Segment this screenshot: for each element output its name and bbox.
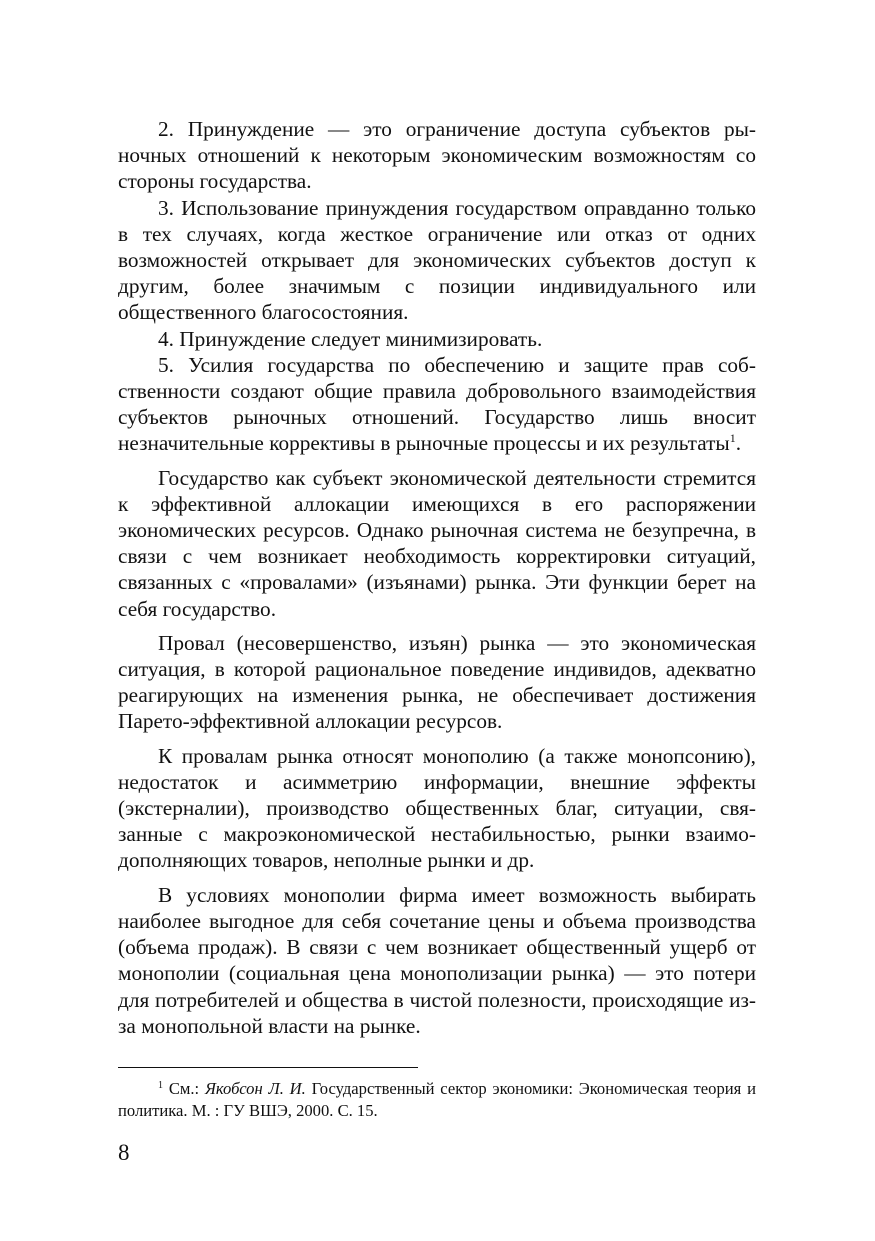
footnote-marker: 1 [158, 1080, 163, 1091]
paragraph-item-4: 4. Принуждение следует минимизировать. [158, 326, 543, 351]
paragraph-state-subject: Государство как субъект экономической деятельности стремится к эффективной аллокации имеющихся в его распоряжении экономических ресурсов. Однако рыночная система не безупречна, в связи с чем возникает необходимость корректировки ситуаций, связанных с «провалами» (изъянами) рынка. Эти функции берет на себя государство. [118, 465, 756, 621]
footnote-ref[interactable]: 1 [729, 431, 736, 446]
paragraph-market-failure-definition: Провал (несовершенство, изъян) рынка — это экономическая ситуация, в которой рациональное поведение индивидов, адекватно реагирующих на изменения рынка, не обеспечивает достижения Парето-эффективной аллокации ресурсов. [118, 630, 756, 734]
paragraph-item-5: 5. Усилия государства по обеспечению и защите прав собственности создают общие правила добровольного взаимодействия субъектов рыночных отношений. Государство лишь вносит незначительные коррективы в рыночные процессы и их результаты$^1$. [118, 352, 756, 456]
footnote-citation: Государственный сектор экономики: Экономическая теория и политика. М. : ГУ ВШЭ, 2000. С. 15. [118, 1079, 756, 1120]
footnote-separator [118, 1067, 418, 1068]
page-body [118, 116, 756, 1039]
footnote-author: Якобсон Л. И. [204, 1079, 306, 1098]
paragraph-market-failure-types: К провалам рынка относят монополию (а также монопсонию), недостаток и асимметрию информации, внешние эффекты (экстерналии), производство общественных благ, ситуации, связанные с макроэкономической нестабильностью, рынки взаимодополняющих товаров, неполные рынки и др. [118, 743, 756, 873]
page-number: 8 [118, 1140, 130, 1165]
paragraph-item-2: 2. Принуждение — это ограничение доступа субъектов рыночных отношений к некоторым экономическим возможностям со стороны государства. [118, 117, 756, 194]
footnote [118, 1078, 756, 1122]
footnote-prefix: См.: [168, 1079, 205, 1098]
paragraph-monopoly: В условиях монополии фирма имеет возможность выбирать наиболее выгодное для себя сочетание цены и объема производства (объема продаж). В связи с чем возникает общественный ущерб от монополии (социальная цена монополизации рынка) — это потери для потребителей и общества в чистой полезности, происходящие из-за монопольной власти на рынке. [118, 882, 756, 1038]
paragraph-item-3: 3. Использование принуждения государством оправданно только в тех случаях, когда жесткое ограничение или отказ от одних возможностей открывает для экономических субъектов доступ к другим, более значимым с позиции индивидуального или общественного благосостояния. [118, 195, 756, 325]
